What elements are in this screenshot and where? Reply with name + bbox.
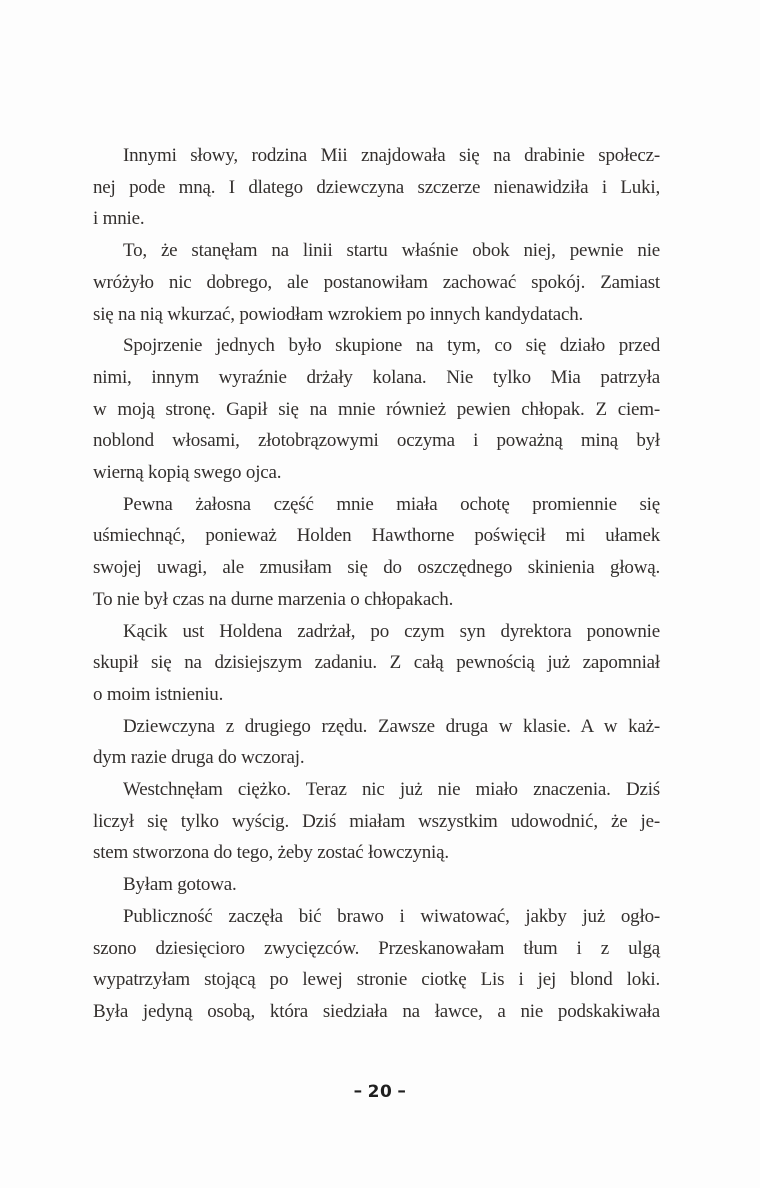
text-line: w moją stronę. Gapił się na mnie również pewien chłopak. Z ciem- bbox=[93, 398, 660, 420]
text-block bbox=[93, 140, 660, 1028]
paragraph bbox=[93, 869, 660, 901]
paragraph bbox=[93, 711, 660, 774]
text-line: Westchnęłam ciężko. Teraz nic już nie miało znaczenia. Dziś bbox=[123, 779, 660, 801]
text-line: Innymi słowy, rodzina Mii znajdowała się na drabinie społecz- bbox=[123, 145, 660, 166]
paragraph bbox=[93, 235, 660, 330]
text-line: liczył się tylko wyścig. Dziś miałam wszystkim udowodnić, że je- bbox=[93, 810, 660, 832]
text-line: Kącik ust Holdena zadrżał, po czym syn dyrektora ponownie bbox=[123, 620, 660, 642]
text-line: wypatrzyłam stojącą po lewej stronie ciotkę Lis i jej blond loki. bbox=[93, 969, 660, 991]
text-line: wierną kopią swego ojca. bbox=[93, 462, 282, 484]
text-line: Dziewczyna z drugiego rzędu. Zawsze druga w klasie. A w każ- bbox=[123, 715, 660, 737]
page-number: 20 bbox=[367, 1082, 393, 1102]
paragraph bbox=[93, 901, 660, 1028]
text-line: się na nią wkurzać, powiodłam wzrokiem po innych kandydatach. bbox=[93, 303, 584, 325]
paragraph bbox=[93, 330, 660, 489]
text-line: Była jedyną osobą, która siedziała na ławce, a nie podskakiwała bbox=[93, 1000, 660, 1022]
text-line: szono dziesięcioro zwycięzców. Przeskanowałam tłum i z ulgą bbox=[93, 937, 660, 959]
text-line: To nie był czas na durne marzenia o chłopakach. bbox=[93, 588, 454, 610]
text-line: wróżyło nic dobrego, ale postanowiłam zachować spokój. Zamiast bbox=[93, 271, 660, 293]
text-line: skupił się na dzisiejszym zadaniu. Z całą pewnością już zapomniał bbox=[93, 652, 660, 674]
footer-right-dash: – bbox=[397, 1081, 407, 1101]
footer-left-dash: – bbox=[353, 1081, 363, 1101]
text-line: i mnie. bbox=[93, 208, 145, 230]
paragraph bbox=[93, 489, 660, 616]
text-line: o moim istnieniu. bbox=[93, 683, 224, 705]
paragraph bbox=[93, 616, 660, 711]
text-line: nej pode mną. I dlatego dziewczyna szczerze nienawidziła i Luki, bbox=[93, 176, 660, 198]
text-line: Spojrzenie jednych było skupione na tym, co się działo przed bbox=[123, 335, 660, 357]
text-line: dym razie druga do wczoraj. bbox=[93, 747, 305, 769]
text-line: Byłam gotowa. bbox=[123, 874, 237, 896]
page-footer bbox=[0, 1082, 760, 1102]
text-line: Pewna żałosna część mnie miała ochotę promiennie się bbox=[123, 493, 660, 515]
paragraph bbox=[93, 140, 660, 235]
text-line: To, że stanęłam na linii startu właśnie obok niej, pewnie nie bbox=[123, 240, 660, 262]
text-line: nimi, innym wyraźnie drżały kolana. Nie tylko Mia patrzyła bbox=[93, 366, 660, 388]
text-line: noblond włosami, złotobrązowymi oczyma i poważną miną był bbox=[93, 430, 660, 452]
text-line: swojej uwagi, ale zmusiłam się do oszczędnego skinienia głową. bbox=[93, 557, 660, 579]
text-line: Publiczność zaczęła bić brawo i wiwatować, jakby już ogło- bbox=[123, 905, 660, 927]
text-line: stem stworzona do tego, żeby zostać łowczynią. bbox=[93, 842, 449, 864]
paragraph bbox=[93, 774, 660, 869]
text-line: uśmiechnąć, ponieważ Holden Hawthorne poświęcił mi ułamek bbox=[93, 525, 660, 547]
